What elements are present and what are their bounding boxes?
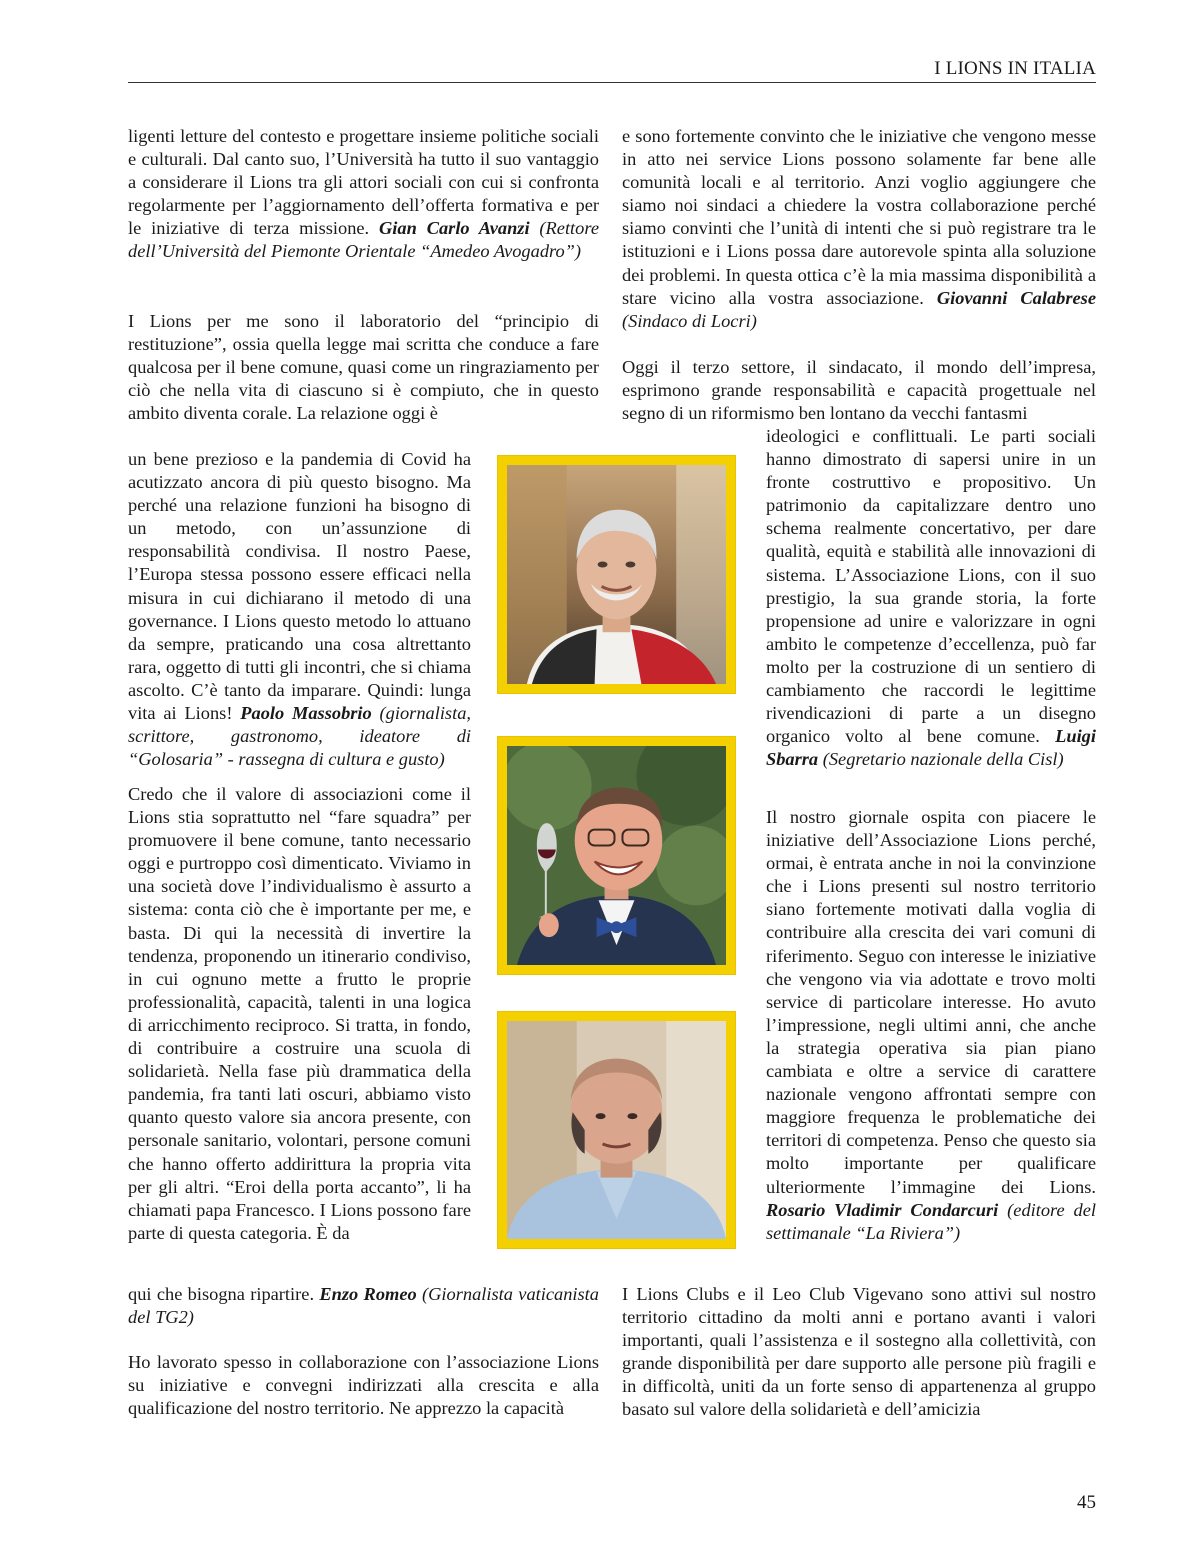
author-name: Giovanni Calabrese <box>936 287 1096 308</box>
left-paragraph-massobrio-wrap <box>128 448 471 771</box>
left-paragraph-romeo-wrap <box>128 783 471 1245</box>
quote-text: qui che bisogna ripartire. <box>128 1284 320 1304</box>
author-role: (giornalista, scrittore, gastronomo, ideatore di “Golosaria” - rassegna di cultura e gusto) <box>128 703 471 770</box>
author-role: (Giornalista vaticanista del TG2) <box>128 1284 599 1328</box>
quote-text: e sono fortemente convinto che le iniziative che vengono messe in atto nei service Lions possono solamente far bene alle comunità locali e al territorio. Anzi voglio aggiungere che siamo noi sindaci a chiedere la vostra collaborazione perché siamo convinti che l’unità di intenti che si può registrare tra le istituzioni e i Lions possa dare autorevole spinta alla soluzione dei problemi. In questa ottica c’è la mia massima disponibilità a stare vicino alla vostra associazione. <box>622 126 1096 308</box>
right-paragraph-calabrese <box>622 125 1096 333</box>
author-role: (editore del settimanale “La Riviera”) <box>766 1199 1096 1243</box>
portrait-photo-avanzi <box>498 456 735 693</box>
quote-text: ideologici e conflittuali. Le parti sociali hanno dimostrato di sapersi unire in un fronte costruttivo e propositivo. Un patrimonio da capitalizzare dentro uno schema realmente concertativo, per dare qualità, equità e stabilità alle innovazioni di sistema. L’Associazione Lions, con il suo prestigio, la sua grande storia, la forte propensione ad unire e valorizzare in ogni ambito le competenze d’eccellenza, può far molto per la costruzione di un sentiero di cambiamento che raccordi le legittime rivendicazioni di parte a un disegno organico volto al bene comune. <box>766 426 1096 747</box>
quote-text: Credo che il valore di associazioni come il Lions stia soprattutto nel “fare squadra” per promuovere il bene comune, tanto necessario oggi e purtroppo così dimenticato. Viviamo in una società dove l’individualismo è assurto a sistema: conta ciò che è importante per me, e basta. Di qui la necessità di invertire la tendenza, proponendo un itinerario condiviso, in cui ognuno mette a frutto le proprie professionalità, capacità, talenti in una logica di arricchimento reciproco. Si tratta, in fondo, di contribuire a costruire una scuola di solidarietà. Nella fase più drammatica della pandemia, fra tanti lati oscuri, abbiamo visto quanto questo valore sia ancora presente, con personale sanitario, volontari, persone comuni che hanno offerto addirittura la propria vita per gli altri. “Eroi della porta accanto”, li ha chiamati papa Francesco. I Lions possono fare parte di questa categoria. È da <box>128 784 471 1243</box>
author-role: (Segretario nazionale della Cisl) <box>818 749 1064 770</box>
portrait-romeo-image <box>507 1021 726 1239</box>
section-header: I LIONS IN ITALIA <box>934 58 1096 79</box>
left-paragraph-romeo-end <box>128 1283 599 1329</box>
author-role: (Sindaco di Locri) <box>622 310 757 331</box>
author-name: Rosario Vladimir Condarcuri <box>766 1199 999 1220</box>
portrait-photo-romeo <box>498 1012 735 1248</box>
author-name: Enzo Romeo <box>319 1284 417 1304</box>
right-paragraph-sbarra-wrap <box>766 425 1096 771</box>
quote-text: ligenti letture del contesto e progettare insieme politiche sociali e culturali. Dal canto suo, l’Università ha tutto il suo vantaggio a considerare il Lions tra gli attori sociali con cui si confronta regolarmente per l’aggiornamento dell’offerta formativa e per le iniziative di terza missione. <box>128 126 599 239</box>
right-paragraph-vigevano <box>622 1283 1096 1422</box>
quote-text: Il nostro giornale ospita con piacere le iniziative dell’Associazione Lions perché, ormai, è entrata anche in noi la convinzione che i Lions presenti sul nostro territorio siano fortemente motivati dalla voglia di contribuire alla crescita dei vari comuni di riferimento. Seguo con interesse le iniziative che vengono via via adottate e trovo molti service di particolare interesse. Ho avuto l’impressione, negli ultimi anni, che anche la strategia operativa sia pian piano cambiata e oltre a service di carattere nazionale vengono affrontati sempre con maggiore frequenza le problematiche dei territori di competenza. Penso che questo sia molto importante per qualificare ulteriormente l’immagine dei Lions. <box>766 807 1096 1197</box>
quote-text: I Lions per me sono il laboratorio del “principio di restituzione”, ossia quella legge mai scritta che conduce a fare qualcosa per il bene comune, quasi come un ringraziamento per ciò che nella vita di ciascuno si è compiuto, che in questo ambito diventa corale. La relazione oggi è <box>128 311 599 424</box>
quote-text: I Lions Clubs e il Leo Club Vigevano sono attivi sul nostro territorio cittadino da molti anni e portano avanti i valori importanti, quali l’assistenza e il sostegno alla collettività, con grande disponibilità per dare supporto alle persone più fragili e in difficoltà, uniti da un forte senso di appartenenza al gruppo basato sul valore della solidarietà e dell’amicizia <box>622 1284 1096 1420</box>
quote-text: Ho lavorato spesso in collaborazione con l’associazione Lions su iniziative e convegni indirizzati alla crescita e alla qualificazione del nostro territorio. Ne apprezzo la capacità <box>128 1352 599 1419</box>
page-number: 45 <box>1077 1492 1096 1513</box>
quote-text: un bene prezioso e la pandemia di Covid ha acutizzato ancora di più questo bisogno. Ma perché una relazione funzioni ha bisogno di un metodo, con un’assunzione di responsabilità condivisa. Il nostro Paese, l’Europa stessa possono essere efficaci nella misura in cui dichiarano il metodo di una governance. I Lions questo metodo lo attuano da sempre, praticando una cosa altrettanto rara, oggetto di tutti gli incontri, che si chiama ascolto. C’è tanto da imparare. Quindi: lunga vita ai Lions! <box>128 449 471 724</box>
left-paragraph-avanzi <box>128 125 599 264</box>
right-paragraph-sbarra-top <box>622 356 1096 425</box>
portrait-massobrio-image <box>507 746 726 965</box>
right-paragraph-condarcuri <box>766 806 1096 1245</box>
quote-text: Oggi il terzo settore, il sindacato, il mondo dell’impresa, esprimono grande responsabilità e capacità progettuale nel segno di un riformismo ben lontano da vecchi fantasmi <box>622 357 1096 424</box>
portrait-avanzi-image <box>507 465 726 684</box>
portrait-photo-massobrio <box>498 737 735 974</box>
author-name: Paolo Massobrio <box>240 703 372 724</box>
author-name: Luigi Sbarra <box>766 726 1096 770</box>
header-rule <box>128 82 1096 83</box>
author-name: Gian Carlo Avanzi <box>379 218 530 239</box>
left-paragraph-massobrio-top <box>128 310 599 425</box>
left-paragraph-final <box>128 1351 599 1420</box>
author-role: (Rettore dell’Università del Piemonte Orientale “Amedeo Avogadro”) <box>128 218 599 262</box>
